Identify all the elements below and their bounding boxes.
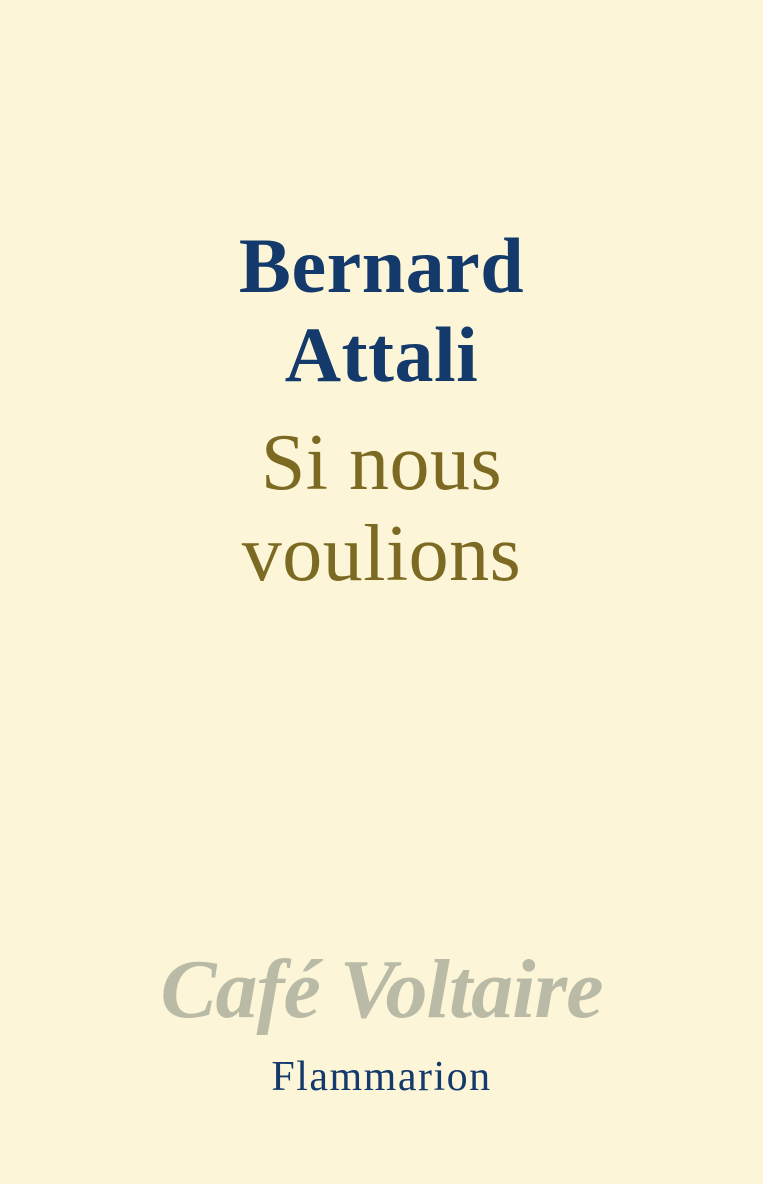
book-title-line-2: voulions bbox=[241, 510, 522, 599]
book-title bbox=[0, 418, 763, 600]
collection-name: Café Voltaire bbox=[160, 943, 603, 1036]
publisher-name: Flammarion bbox=[271, 1054, 492, 1100]
author-name bbox=[0, 222, 763, 400]
author-name-line-2: Attali bbox=[284, 310, 479, 398]
author-name-line-1: Bernard bbox=[238, 222, 525, 309]
book-title-line-1: Si nous bbox=[260, 419, 503, 507]
